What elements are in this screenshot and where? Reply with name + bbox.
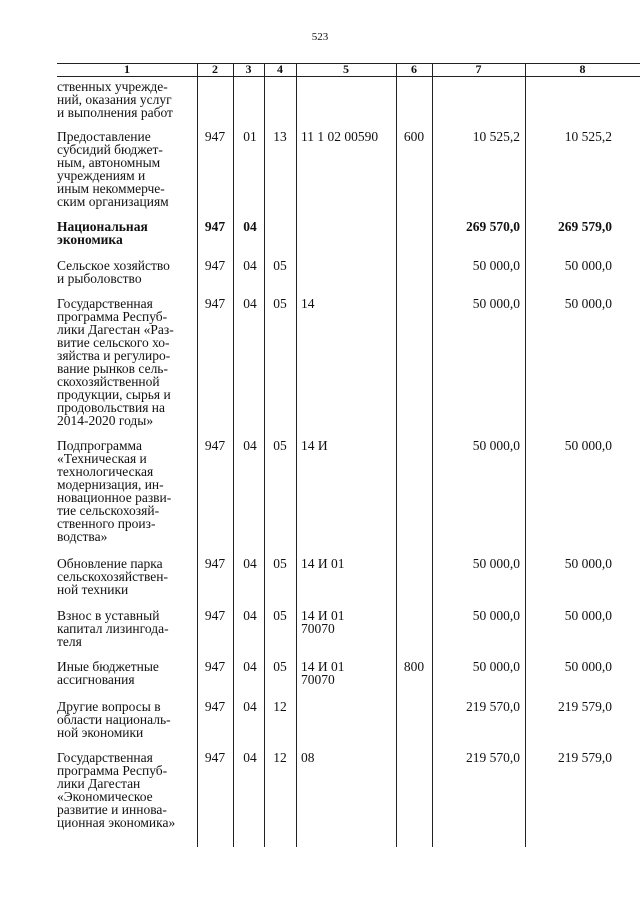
row-cell-c5: 14 bbox=[301, 296, 315, 311]
row-cell-c8: 219 579,0 bbox=[558, 699, 612, 714]
row-cell-c8: 50 000,0 bbox=[564, 258, 612, 273]
row-cell-c8: 269 579,0 bbox=[558, 219, 612, 234]
row-cell-c7: 50 000,0 bbox=[472, 258, 520, 273]
page-number: 523 bbox=[311, 31, 329, 43]
column-header: 6 bbox=[411, 62, 417, 76]
row-cell-c7: 50 000,0 bbox=[472, 438, 520, 453]
row-cell-c3: 04 bbox=[243, 699, 257, 714]
row-cell-c5: 11 1 02 00590 bbox=[301, 129, 379, 144]
row-cell-c7: 50 000,0 bbox=[472, 659, 520, 674]
row-cell-c3: 04 bbox=[243, 258, 257, 273]
row-cell-c4: 05 bbox=[273, 296, 287, 311]
row-cell-c7: 50 000,0 bbox=[472, 296, 520, 311]
row-cell-c4: 05 bbox=[273, 608, 287, 623]
column-header: 4 bbox=[277, 62, 283, 76]
row-label: Обновление парка сельскохозяйствен- ной техники bbox=[57, 556, 168, 597]
row-cell-c4: 05 bbox=[273, 659, 287, 674]
row-cell-c7: 269 570,0 bbox=[466, 219, 520, 234]
column-header: 8 bbox=[579, 62, 586, 76]
row-cell-c8: 50 000,0 bbox=[564, 608, 612, 623]
row-cell-c3: 04 bbox=[243, 296, 257, 311]
column-header: 2 bbox=[212, 62, 218, 76]
row-cell-c8: 50 000,0 bbox=[564, 659, 612, 674]
column-header: 1 bbox=[124, 62, 130, 76]
row-cell-c2: 947 bbox=[204, 556, 226, 571]
row-cell-c4: 05 bbox=[273, 258, 287, 273]
row-cell-c3: 04 bbox=[243, 659, 257, 674]
row-cell-c8: 50 000,0 bbox=[564, 556, 612, 571]
row-cell-c5: 14 И bbox=[301, 438, 328, 453]
row-label: Сельское хозяйство и рыболовство bbox=[57, 258, 170, 286]
row-cell-c2: 947 bbox=[204, 438, 226, 453]
row-cell-c4: 12 bbox=[273, 699, 287, 714]
row-cell-c7: 50 000,0 bbox=[472, 608, 520, 623]
row-cell-c2: 947 bbox=[204, 659, 226, 674]
row-cell-c2: 947 bbox=[204, 296, 226, 311]
column-header: 7 bbox=[475, 62, 482, 76]
row-cell-c4: 05 bbox=[273, 556, 287, 571]
row-cell-c8: 219 579,0 bbox=[558, 750, 612, 765]
row-cell-c5: 08 bbox=[301, 750, 315, 765]
row-cell-c5: 14 И 01 70070 bbox=[301, 608, 345, 636]
row-cell-c7: 50 000,0 bbox=[472, 556, 520, 571]
row-cell-c8: 50 000,0 bbox=[564, 438, 612, 453]
row-label: ственных учрежде- ний, оказания услуг и выполнения работ bbox=[57, 79, 173, 120]
row-cell-c3: 04 bbox=[243, 438, 257, 453]
row-cell-c2: 947 bbox=[204, 129, 226, 144]
row-cell-c3: 04 bbox=[243, 608, 257, 623]
row-label: Взнос в уставный капитал лизингода- теля bbox=[57, 608, 169, 649]
row-cell-c2: 947 bbox=[204, 219, 226, 234]
row-cell-c2: 947 bbox=[204, 750, 226, 765]
row-cell-c3: 04 bbox=[243, 219, 257, 234]
row-cell-c5: 14 И 01 70070 bbox=[301, 659, 345, 687]
row-cell-c7: 219 570,0 bbox=[466, 699, 520, 714]
row-cell-c4: 13 bbox=[273, 129, 287, 144]
row-cell-c8: 10 525,2 bbox=[564, 129, 612, 144]
row-cell-c7: 10 525,2 bbox=[472, 129, 520, 144]
column-header: 5 bbox=[343, 62, 349, 76]
row-label: Национальная экономика bbox=[57, 219, 148, 247]
row-cell-c2: 947 bbox=[204, 699, 226, 714]
row-label: Другие вопросы в области националь- ной экономики bbox=[57, 699, 171, 740]
row-cell-c6: 600 bbox=[403, 129, 425, 144]
row-label: Государственная программа Респуб- лики Дагестан «Экономическое развитие и иннова- ционная экономика» bbox=[57, 750, 176, 830]
row-cell-c3: 01 bbox=[243, 129, 257, 144]
row-cell-c2: 947 bbox=[204, 608, 226, 623]
row-cell-c2: 947 bbox=[204, 258, 226, 273]
row-cell-c7: 219 570,0 bbox=[466, 750, 520, 765]
row-cell-c8: 50 000,0 bbox=[564, 296, 612, 311]
row-label: Государственная программа Респуб- лики Дагестан «Раз- витие сельского хо- зяйства и регулиро- вание рынков сель- скохозяйственной продукции, сырья и продовольствия на 2014-2020 годы» bbox=[57, 296, 174, 428]
row-cell-c5: 14 И 01 bbox=[301, 556, 345, 571]
row-label: Подпрограмма «Техническая и технологическая модернизация, ин- новационное разви- тие сельскохозяй- ственного произ- водства» bbox=[57, 438, 172, 544]
row-label: Предоставление субсидий бюджет- ным, автономным учреждениям и иным некоммерче- ским организациям bbox=[57, 129, 169, 209]
row-cell-c4: 05 bbox=[273, 438, 287, 453]
row-label: Иные бюджетные ассигнования bbox=[57, 659, 159, 687]
row-cell-c6: 800 bbox=[403, 659, 425, 674]
row-cell-c3: 04 bbox=[243, 750, 257, 765]
row-cell-c4: 12 bbox=[273, 750, 287, 765]
column-header: 3 bbox=[245, 62, 252, 76]
row-cell-c3: 04 bbox=[243, 556, 257, 571]
